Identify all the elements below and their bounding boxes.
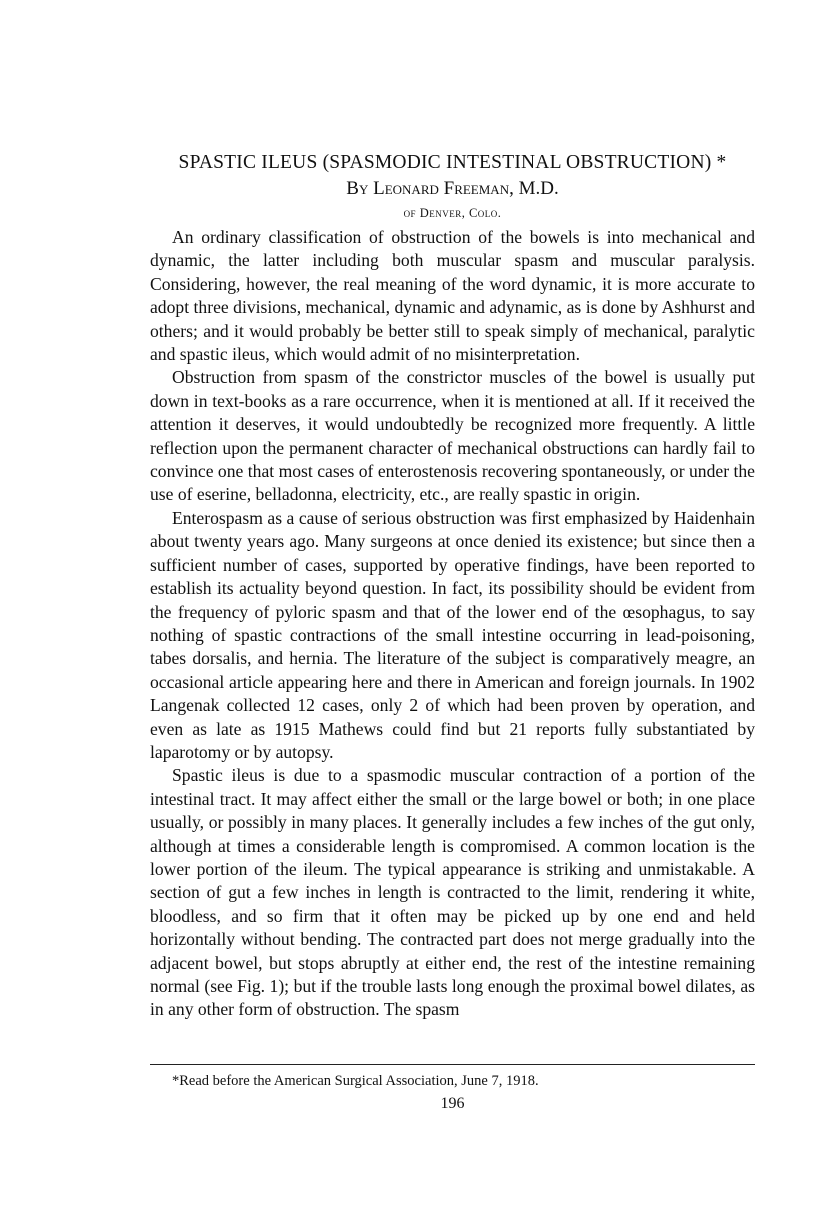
page-number: 196: [440, 1095, 465, 1112]
footnote: *Read before the American Surgical Association, June 7, 1918.: [172, 1073, 539, 1089]
article-page: [150, 150, 755, 1112]
paragraph: An ordinary classification of obstruction of the bowels is into mechanical and dynamic, the latter including both muscular spasm and muscular paralysis. Considering, however, the real meaning of the word dynamic, it is more accurate to adopt three divisions, mechanical, dynamic and adynamic, as is done by Ashhurst and others; and it would probably be better still to speak simply of mechanical, paralytic and spastic ileus, which would admit of no misinterpretation.: [150, 227, 755, 365]
footnote-divider: [150, 1064, 755, 1065]
article-author: By Leonard Freeman, M.D.: [346, 178, 559, 199]
paragraph: Obstruction from spasm of the constrictor muscles of the bowel is usually put down in text-books as a rare occurrence, when it is mentioned at all. If it received the attention it deserves, it would undoubtedly be recognized more frequently. A little reflection upon the permanent character of mechanical obstructions can hardly fail to convince one that most cases of enterostenosis recovering spontaneously, or under the use of eserine, belladonna, electricity, etc., are really spastic in origin.: [150, 367, 755, 505]
author-affiliation: of Denver, Colo.: [403, 206, 502, 220]
paragraph: Spastic ileus is due to a spasmodic muscular contraction of a portion of the intestinal tract. It may affect either the small or the large bowel or both; in one place usually, or possibly in many places. It generally includes a few inches of the gut only, although at times a considerable length is compromised. A common location is the lower portion of the ileum. The typical appearance is striking and unmistakable. A section of gut a few inches in length is contracted to the limit, rendering it white, bloodless, and so firm that it often may be picked up by one end and held horizontally without bending. The contracted part does not merge gradually into the adjacent bowel, but stops abruptly at either end, the rest of the intestine remaining normal (see Fig. 1); but if the trouble lasts long enough the proximal bowel dilates, as in any other form of obstruction. The spasm: [150, 765, 755, 1020]
article-title: SPASTIC ILEUS (SPASMODIC INTESTINAL OBSTRUCTION) *: [178, 152, 727, 173]
paragraph: Enterospasm as a cause of serious obstruction was first emphasized by Haidenhain about twenty years ago. Many surgeons at once denied its existence; but since then a sufficient number of cases, supported by operative findings, have been reported to establish its actuality beyond question. In fact, its possibility should be evident from the frequency of pyloric spasm and that of the lower end of the œsophagus, to say nothing of spastic contractions of the small intestine occurring in lead-poisoning, tabes dorsalis, and hernia. The literature of the subject is comparatively meagre, an occasional article appearing here and there in American and foreign journals. In 1902 Langenak collected 12 cases, only 2 of which had been proven by operation, and even as late as 1915 Mathews could find but 21 reports fully substantiated by laparotomy or by autopsy.: [150, 507, 755, 762]
article-body: [150, 226, 755, 1022]
